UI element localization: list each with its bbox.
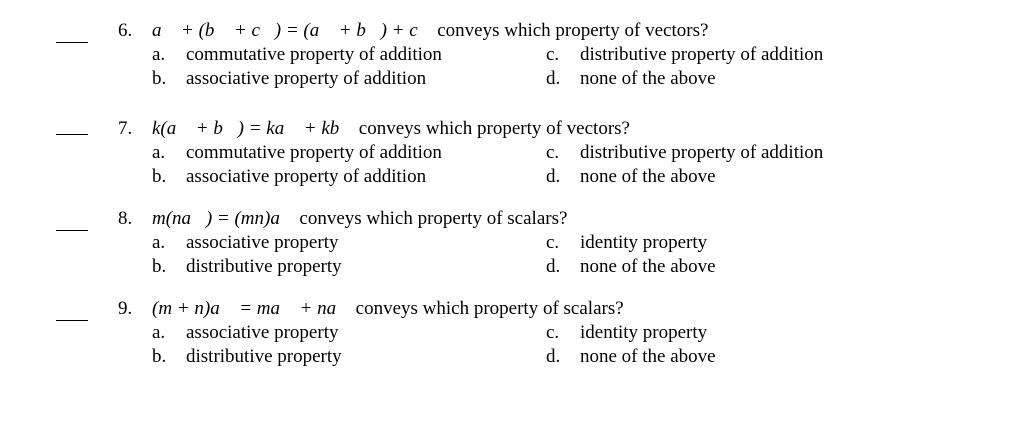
question-stem	[152, 118, 630, 140]
option-d: d. none of the above	[546, 166, 716, 187]
option-a: a. commutative property of addition	[152, 142, 442, 163]
question-stem	[152, 20, 708, 42]
option-b: b. distributive property	[152, 346, 342, 367]
scalar-expression: m(na⃗) = (mn)a⃗	[152, 208, 295, 229]
question-number: 9.	[118, 298, 133, 319]
answer-blank[interactable]	[56, 320, 88, 321]
option-b: b. distributive property	[152, 256, 342, 277]
option-d: d. none of the above	[546, 346, 716, 367]
vector-expression: a⃗ + (b⃗ + c⃗) = (a⃗ + b⃗) + c⃗	[152, 20, 433, 41]
vector-expression: k(a⃗ + b⃗) = ka⃗ + kb⃗	[152, 118, 355, 139]
option-b: b. associative property of addition	[152, 68, 427, 89]
question-stem	[152, 208, 567, 230]
scalar-expression: (m + n)a⃗ = ma⃗ + na⃗	[152, 298, 351, 319]
option-d: d. none of the above	[546, 256, 716, 277]
answer-blank[interactable]	[56, 230, 88, 231]
option-d: d. none of the above	[546, 68, 716, 89]
question-prompt: conveys which property of vectors?	[437, 20, 709, 41]
option-a: a. associative property	[152, 232, 339, 253]
answer-blank[interactable]	[56, 134, 88, 135]
question-prompt: conveys which property of scalars?	[299, 208, 568, 229]
option-a: a. commutative property of addition	[152, 44, 442, 65]
question-number: 8.	[118, 208, 133, 229]
option-c: c. distributive property of addition	[546, 44, 824, 65]
option-c: c. identity property	[546, 322, 708, 343]
question-prompt: conveys which property of scalars?	[355, 298, 624, 319]
option-a: a. associative property	[152, 322, 339, 343]
question-stem	[152, 298, 624, 320]
option-c: c. distributive property of addition	[546, 142, 824, 163]
question-number: 6.	[118, 20, 133, 41]
option-c: c. identity property	[546, 232, 708, 253]
option-b: b. associative property of addition	[152, 166, 427, 187]
question-number: 7.	[118, 118, 133, 139]
answer-blank[interactable]	[56, 42, 88, 43]
question-prompt: conveys which property of vectors?	[358, 118, 630, 139]
